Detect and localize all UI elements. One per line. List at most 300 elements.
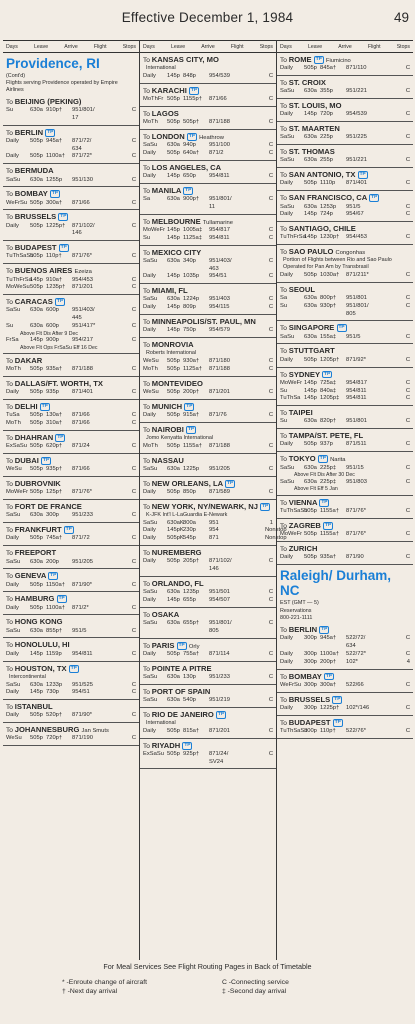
arrive-time: 1255p <box>46 176 63 183</box>
airport-name: Ezeiza <box>74 269 92 276</box>
days: SaSu <box>280 203 295 210</box>
leave-time <box>167 759 183 767</box>
days: SaSu <box>6 558 21 565</box>
continued-label: (Cont'd) <box>6 72 26 79</box>
arrive-time: 910p† <box>46 107 63 113</box>
destination-title <box>6 297 136 307</box>
days: Daily <box>6 137 19 144</box>
flight-number: 951/403/ <box>209 257 232 264</box>
flight-number: 954/507 <box>209 597 230 604</box>
days <box>143 204 167 212</box>
stops: C <box>268 388 273 395</box>
leave-time: 145p <box>30 650 43 657</box>
days <box>280 643 304 651</box>
destination-name: MEXICO CITY <box>151 247 202 257</box>
leave-time: 505p <box>30 199 43 206</box>
arrive-time: 910a† <box>46 276 63 283</box>
flight-row <box>280 334 410 342</box>
stops: C <box>131 443 136 450</box>
stops: C <box>268 589 273 596</box>
leave-time: 505p <box>304 356 317 363</box>
flight-number: 634 <box>72 145 82 152</box>
stops: C <box>268 234 273 241</box>
flight-row <box>280 643 410 651</box>
days: Daily <box>6 581 19 588</box>
arrive-time: 1224p <box>183 296 200 303</box>
days: Daily <box>280 658 293 665</box>
leave-time: 300p <box>304 704 317 711</box>
days: Daily <box>280 635 293 642</box>
destination-title <box>143 710 273 720</box>
to-prefix: To <box>6 704 15 712</box>
legend-item: ‡ -Second day arrival <box>222 988 287 996</box>
flight-number: 871/24/ <box>209 750 229 757</box>
destination-entry <box>277 452 413 495</box>
destination-name: MELBOURNE <box>151 216 201 226</box>
arrive-time: 1155p† <box>183 96 202 103</box>
pan-am-logo-icon: TP <box>262 503 269 509</box>
days: WeFrSu <box>280 681 302 688</box>
destination-entry <box>140 284 276 315</box>
flight-row <box>280 508 410 516</box>
destination-entry <box>3 264 139 295</box>
flight-number: 951/525 <box>72 681 93 688</box>
destination-entry <box>277 670 413 693</box>
arrive-time: 155a‡ <box>320 333 337 340</box>
days: SaSu <box>143 519 158 526</box>
leave-time <box>30 230 46 238</box>
stops: C <box>131 222 136 229</box>
destination-name: DUBROVNIK <box>14 479 61 489</box>
leave-time <box>30 315 46 323</box>
flight-row <box>280 531 410 539</box>
flight-number: 951/15 <box>346 464 364 471</box>
destination-entry <box>140 639 276 662</box>
flight-number: 951/205 <box>72 558 93 565</box>
arrive-time: 1205p† <box>320 356 340 363</box>
stops: C <box>405 704 410 711</box>
timezone-label: EST (GMT — 5) <box>280 599 319 606</box>
pan-am-logo-icon: TP <box>371 195 378 201</box>
leave-time: 630a <box>304 478 317 485</box>
leave-time: 630a <box>30 307 43 314</box>
leave-time: 145p <box>167 226 180 233</box>
destination-entry <box>277 693 413 716</box>
flight-row <box>280 295 410 303</box>
arrive-time: 300a† <box>320 681 337 688</box>
leave-time: 630a <box>167 620 180 627</box>
flight-number: 954/817 <box>346 379 367 386</box>
stops: C <box>131 604 136 611</box>
destination-title <box>280 55 410 65</box>
destination-entry <box>277 542 413 565</box>
arrive-time: 355p <box>320 88 333 95</box>
arrive-time: 300a† <box>46 199 63 206</box>
destination-name: BERMUDA <box>14 166 54 176</box>
flight-note: Above Flt Ops FrSaSu Eff 16 Dec <box>20 344 98 351</box>
days: SaSu <box>143 697 158 704</box>
destination-name: LAGOS <box>151 108 179 118</box>
to-prefix: To <box>143 288 152 296</box>
leave-time: 630a <box>304 203 317 210</box>
stops: C <box>268 149 273 156</box>
days: SaSu <box>6 176 21 183</box>
to-prefix: To <box>143 457 152 465</box>
arrive-time: 110p† <box>46 253 62 260</box>
pan-am-logo-icon: TP <box>60 214 67 220</box>
flight-number: 146 <box>209 566 219 573</box>
leave-time: 630a <box>30 681 43 688</box>
arrive-time <box>183 204 209 212</box>
flight-row <box>143 597 273 605</box>
stops: C <box>268 172 273 179</box>
to-prefix: To <box>280 172 289 180</box>
flight-number: 871/188 <box>209 442 230 449</box>
stops <box>265 204 273 212</box>
destination-title <box>143 317 273 327</box>
flight-row <box>6 735 136 743</box>
to-prefix: To <box>280 545 289 553</box>
flight-number: 951/205 <box>209 465 230 472</box>
days <box>143 566 167 574</box>
arrive-time: 815a† <box>183 727 200 734</box>
destination-title <box>280 323 410 333</box>
destination-title <box>280 78 410 88</box>
destination-title <box>6 97 136 107</box>
airport-note: Portion of Flights between Rio and Sao Paulo Operated for Pan Am by Transbrasil <box>283 257 392 271</box>
stops: C <box>131 581 136 588</box>
flight-number: 871/66 <box>72 412 90 419</box>
flight-row <box>143 227 273 235</box>
flight-row <box>143 119 273 127</box>
destination-entry <box>277 368 413 407</box>
leave-time: 505p <box>30 443 43 450</box>
destination-title <box>6 594 136 604</box>
days: MoWeFr <box>6 489 29 496</box>
leave-time: 505p <box>30 466 43 473</box>
arrive-time <box>46 115 72 123</box>
arrive-time: 110p† <box>320 727 336 734</box>
destination-name: SINGAPORE <box>288 323 335 333</box>
destination-entry <box>3 241 139 264</box>
stops: 4 <box>406 658 410 665</box>
days <box>6 315 30 323</box>
stops: C <box>405 418 410 425</box>
arrive-time: 655p <box>183 597 196 604</box>
arrive-time: 725a‡ <box>320 379 337 386</box>
flight-number: 951/803 <box>346 478 367 485</box>
pan-am-logo-icon: TP <box>319 456 326 462</box>
destination-title <box>6 548 136 558</box>
arrive-time: 1233p <box>46 681 63 688</box>
arrive-time: 755a† <box>183 650 200 657</box>
flight-row <box>280 441 410 449</box>
destination-title <box>280 544 410 554</box>
destination-entry <box>3 295 139 354</box>
flight-row <box>143 466 273 474</box>
days: WeFrSu <box>6 199 28 206</box>
arrive-time: 750p <box>183 327 196 334</box>
days: Su <box>143 234 151 241</box>
leave-time: 145p <box>30 689 43 696</box>
leave-time: 300p <box>304 658 317 665</box>
to-prefix: To <box>280 499 289 507</box>
flight-row <box>143 520 273 528</box>
flight-row <box>6 443 136 451</box>
destination-title <box>143 340 273 350</box>
destination-title <box>280 431 410 441</box>
column-header: Days <box>143 44 155 50</box>
days: Daily <box>280 180 293 187</box>
flight-row <box>143 674 273 682</box>
column-headers <box>277 40 413 53</box>
stops: C <box>405 294 410 301</box>
stops: C <box>405 387 410 394</box>
days: Daily <box>143 535 156 542</box>
flight-number: 871/201 <box>209 727 230 734</box>
arrive-time: 640a† <box>183 149 200 156</box>
to-prefix: To <box>6 404 15 412</box>
destination-name: FREEPORT <box>14 548 57 558</box>
days: Daily <box>6 153 19 160</box>
destination-name: SAN ANTONIO, TX <box>288 170 356 180</box>
flight-row <box>280 388 410 396</box>
days: MoTh <box>143 365 158 372</box>
arrive-time: 255p <box>320 157 333 164</box>
destination-entry <box>277 716 413 739</box>
stops: C <box>268 96 273 103</box>
stops: C <box>268 673 273 680</box>
destination-title <box>280 370 410 380</box>
pan-am-logo-icon: TP <box>178 642 185 648</box>
flight-number: 463 <box>209 265 219 272</box>
leave-time: 505p <box>167 650 180 657</box>
flight-number: 954/811 <box>209 234 230 241</box>
days: SaSu <box>6 512 21 519</box>
flight-number: 951/417* <box>72 323 96 330</box>
to-prefix: To <box>6 98 15 106</box>
destination-entry <box>3 546 139 569</box>
arrive-time: 225p‡ <box>320 478 337 485</box>
flight-number: 951/403/ <box>72 307 95 314</box>
stops: C <box>131 337 136 344</box>
flight-number: 871/72/ <box>72 137 92 144</box>
flight-row <box>143 620 273 628</box>
arrive-time <box>183 759 209 767</box>
destination-title <box>280 346 410 356</box>
destination-title <box>280 454 410 464</box>
destination-title <box>6 379 136 389</box>
to-prefix: To <box>6 191 15 199</box>
stops: C <box>131 558 136 565</box>
flight-row <box>6 389 136 397</box>
leave-time: 145p <box>167 304 180 311</box>
destination-name: TOKYO <box>288 454 316 464</box>
flight-row <box>143 366 273 374</box>
days: Daily <box>143 488 156 495</box>
flight-row <box>280 479 410 487</box>
days: SaSu <box>280 157 295 164</box>
destination-name: VIENNA <box>288 497 318 507</box>
flight-number: 522/76* <box>346 727 366 734</box>
to-prefix: To <box>143 665 152 673</box>
stops: C <box>131 323 136 330</box>
destination-name: HAMBURG <box>14 594 55 604</box>
stops <box>402 643 410 651</box>
destination-name: HOUSTON, TX <box>14 663 67 673</box>
leave-time: 505p <box>304 507 317 514</box>
flight-row <box>6 284 136 292</box>
days: Daily <box>143 527 156 534</box>
stops: C <box>131 681 136 688</box>
to-prefix: To <box>6 245 15 253</box>
leave-time: 630a <box>167 465 180 472</box>
days: Daily <box>143 172 156 179</box>
destination-entry <box>140 107 276 130</box>
leave-time: 630a <box>167 697 180 704</box>
destination-entry <box>140 184 276 215</box>
stops: C <box>131 412 136 419</box>
leave-time: 505p <box>167 388 180 395</box>
days: Su <box>6 323 14 330</box>
destination-entry <box>3 615 139 638</box>
days: Sa <box>143 196 151 203</box>
to-prefix: To <box>280 456 289 464</box>
days: Daily <box>280 271 293 278</box>
arrive-time: 1125a† <box>183 365 202 372</box>
stops: C <box>131 176 136 183</box>
destination-name: ORLANDO, FL <box>151 578 204 588</box>
to-prefix: To <box>143 480 152 488</box>
destination-entry <box>3 454 139 477</box>
flight-row <box>280 682 410 690</box>
flight-number: 871/102/ <box>209 558 232 565</box>
to-prefix: To <box>280 371 289 379</box>
stops: Nonstop <box>265 527 287 534</box>
flight-number: 871/511 <box>346 441 367 448</box>
destination-title <box>6 128 136 138</box>
destination-name: POINTE A PITRE <box>151 663 212 673</box>
destination-name: MANILA <box>151 185 182 195</box>
stops: C <box>268 119 273 126</box>
days: Daily <box>280 441 293 448</box>
to-prefix: To <box>143 711 152 719</box>
page-header <box>0 0 415 38</box>
days: MoWeFr <box>280 379 303 386</box>
stops <box>128 315 136 323</box>
stops <box>128 115 136 123</box>
arrive-time: 745a† <box>46 535 63 542</box>
flight-row <box>143 266 273 274</box>
flight-number: 871 <box>209 535 219 542</box>
pan-am-logo-icon: TP <box>324 371 331 377</box>
flight-number: 871/110 <box>346 65 367 72</box>
flight-row <box>143 489 273 497</box>
leave-time: 505p <box>30 712 43 719</box>
days: SaSu <box>6 627 21 634</box>
to-prefix: To <box>6 665 15 673</box>
destination-entry <box>140 454 276 477</box>
arrive-time: 850p <box>183 488 196 495</box>
destination-name: KARACHI <box>151 85 187 95</box>
pan-am-logo-icon: TP <box>217 711 225 717</box>
flight-row <box>280 134 410 142</box>
flight-row <box>280 180 410 188</box>
stops: C <box>268 257 273 264</box>
leave-time: 630a <box>304 302 317 309</box>
days: WeSu <box>6 735 22 742</box>
stops: 1 <box>269 519 273 526</box>
to-prefix: To <box>6 619 15 627</box>
pan-am-logo-icon: TP <box>70 665 77 671</box>
flight-row <box>6 512 136 520</box>
arrive-time: 130p <box>183 673 196 680</box>
flight-number: 102*/146 <box>346 704 370 711</box>
flight-number: 954/51 <box>72 689 90 696</box>
destination-title <box>280 625 410 635</box>
days: Daily <box>6 535 19 542</box>
flight-row <box>280 303 410 311</box>
arrive-time: 1100a† <box>320 650 339 657</box>
leave-time: 630a <box>167 296 180 303</box>
arrive-time: 310a† <box>46 420 63 427</box>
stops <box>265 759 273 767</box>
days: MoTh <box>143 119 158 126</box>
flight-row <box>143 235 273 243</box>
flight-row <box>6 420 136 428</box>
flight-number: 102* <box>346 658 358 665</box>
destination-name: DAKAR <box>14 356 43 366</box>
legend-right <box>222 978 289 996</box>
arrive-time: 720p <box>320 111 333 118</box>
destination-entry <box>3 400 139 431</box>
destination-name: ST. THOMAS <box>288 147 335 157</box>
leave-time: 505p <box>167 96 180 103</box>
stops: C <box>131 199 136 206</box>
destination-name: PORT OF SPAIN <box>151 686 211 696</box>
flight-number: 871/66 <box>209 96 227 103</box>
leave-time: 630aK <box>167 519 184 526</box>
leave-time: 630a <box>30 627 43 634</box>
column-header: Arrive <box>64 44 78 50</box>
leave-time: 300p <box>304 681 317 688</box>
leave-time: 505p <box>304 530 317 537</box>
stops: C <box>405 379 410 386</box>
destination-title <box>143 217 273 227</box>
to-prefix: To <box>6 381 15 389</box>
flight-row <box>6 323 136 331</box>
destination-title <box>143 664 273 674</box>
stops: C <box>268 727 273 734</box>
arrive-time: 1205p‡ <box>320 395 340 402</box>
flight-row <box>280 705 410 713</box>
destination-title <box>143 456 273 466</box>
leave-time: 145p <box>167 234 180 241</box>
days: Su <box>280 418 288 425</box>
flight-number: 954 <box>209 527 219 534</box>
leave-time: 505p <box>167 149 180 156</box>
flight-number: 951/501 <box>209 589 230 596</box>
stops <box>265 628 273 636</box>
arrive-time: 200p† <box>320 658 337 665</box>
flight-number: 522/72* <box>346 650 366 657</box>
arrive-time: 1030a† <box>320 271 340 278</box>
destination-title <box>280 170 410 180</box>
days: Daily <box>143 72 156 79</box>
destination-name: PARIS <box>151 640 175 650</box>
leave-time: 505p <box>30 389 43 396</box>
flight-row <box>6 253 136 261</box>
